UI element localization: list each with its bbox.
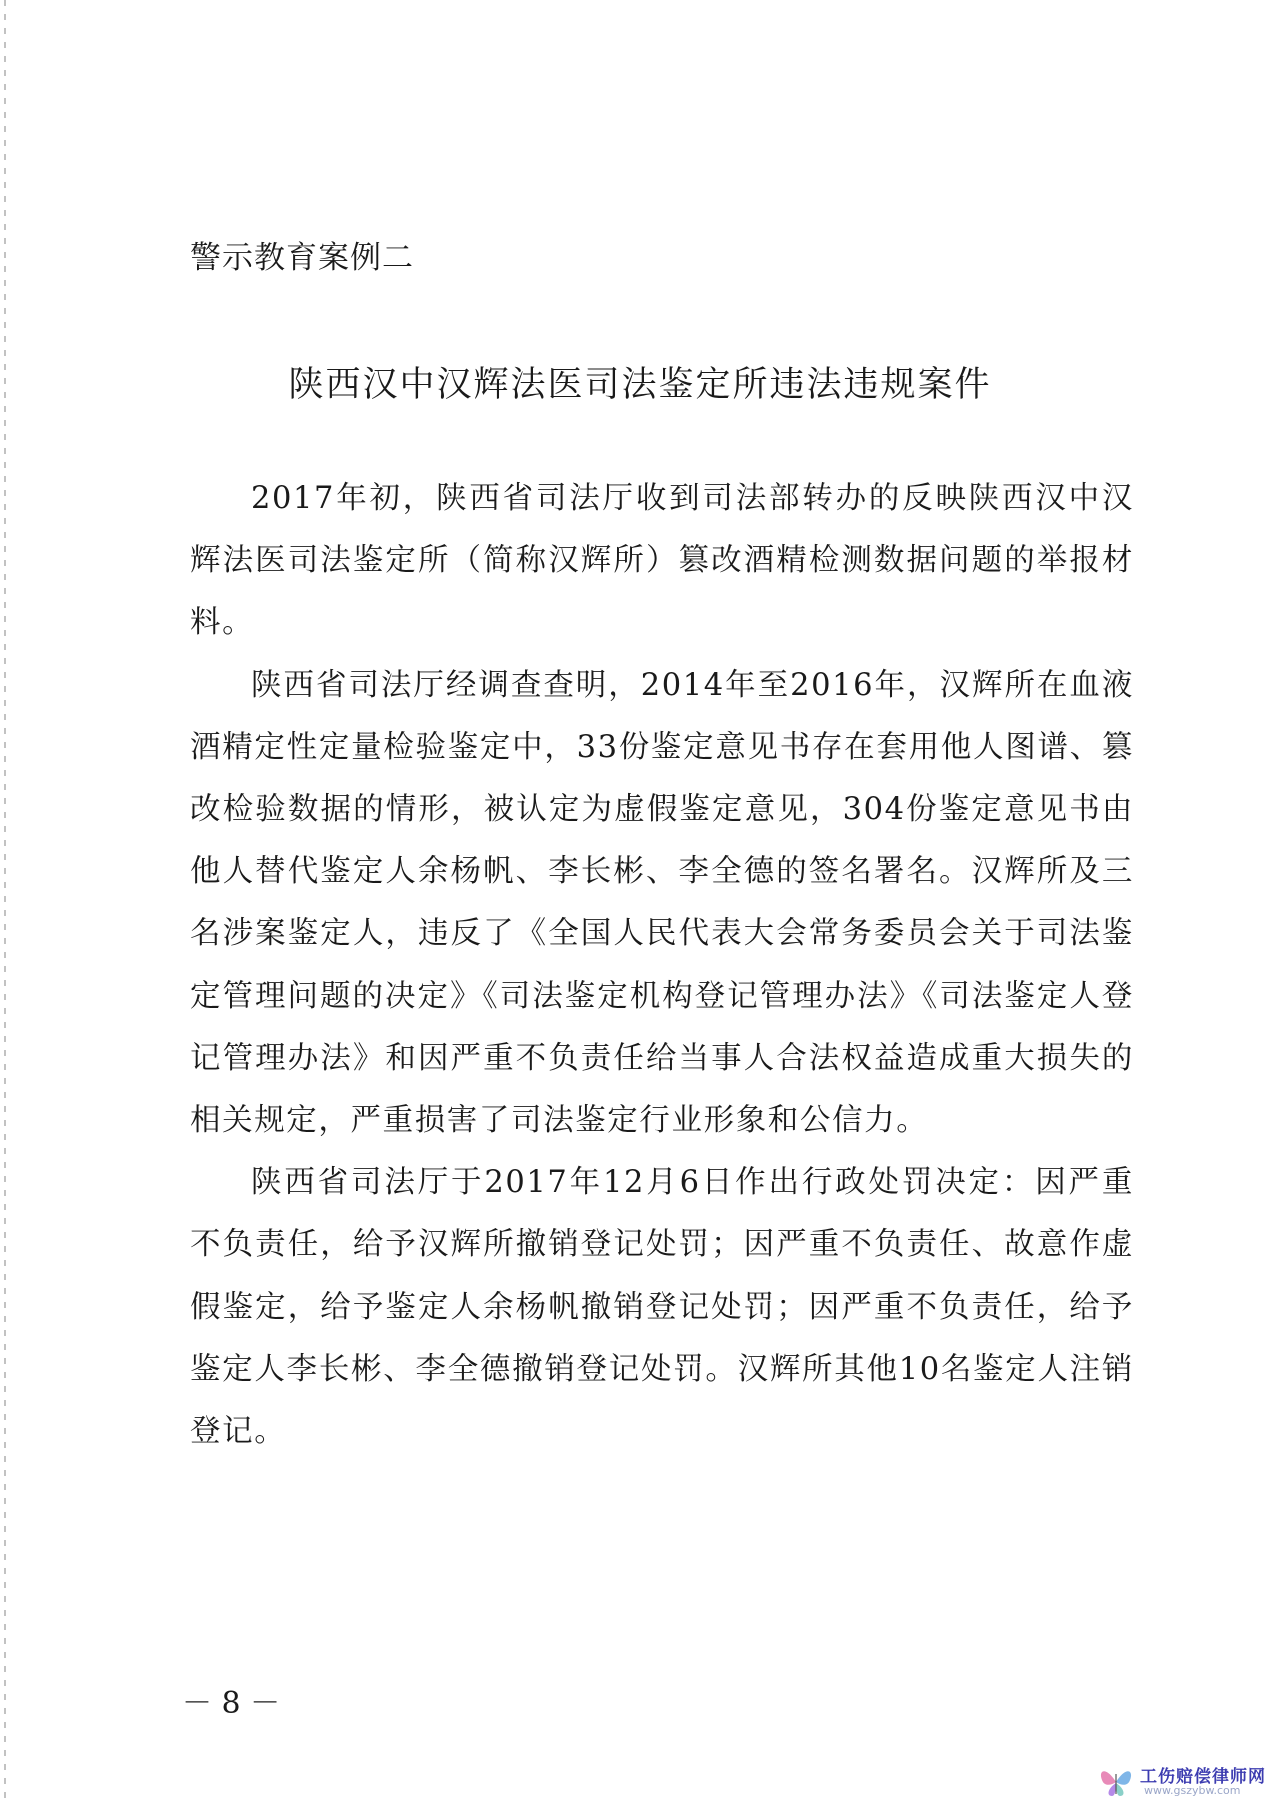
scan-edge-artifact	[4, 0, 6, 1806]
watermark	[1096, 1752, 1266, 1802]
watermark-text: 工伤赔偿律师网	[1140, 1767, 1266, 1787]
butterfly-logo-icon	[1096, 1760, 1136, 1800]
document-title: 陕西汉中汉辉法医司法鉴定所违法违规案件	[288, 365, 992, 405]
paragraph-2: 陕西省司法厅经调查查明，2014年至2016年，汉辉所在血液酒精定性定量检验鉴定中，33份鉴定意见书存在套用他人图谱、篡改检验数据的情形，被认定为虚假鉴定意见，304份鉴定意见书由他人替代鉴定人余杨帆、李长彬、李全德的签名署名。汉辉所及三名涉案鉴定人，违反了《全国人民代表大会常务委员会关于司法鉴定管理问题的决定》《司法鉴定机构登记管理办法》《司法鉴定人登记管理办法》和因严重不负责任给当事人合法权益造成重大损失的相关规定，严重损害了司法鉴定行业形象和公信力。	[190, 667, 1134, 1139]
page-number: － 8 －	[182, 1686, 281, 1721]
paragraph-1: 2017年初，陕西省司法厅收到司法部转办的反映陕西汉中汉辉法医司法鉴定所（简称汉辉所）篡改酒精检测数据问题的举报材料。	[190, 481, 1134, 641]
watermark-url: www.gszybw.com	[1144, 1784, 1241, 1797]
document-body	[190, 468, 1134, 1463]
paragraph-3: 陕西省司法厅于2017年12月6日作出行政处罚决定：因严重不负责任，给予汉辉所撤销登记处罚；因严重不负责任、故意作虚假鉴定，给予鉴定人余杨帆撤销登记处罚；因严重不负责任，给予鉴定人李长彬、李全德撤销登记处罚。汉辉所其他10名鉴定人注销登记。	[190, 1165, 1134, 1450]
case-label: 警示教育案例二	[190, 240, 414, 276]
